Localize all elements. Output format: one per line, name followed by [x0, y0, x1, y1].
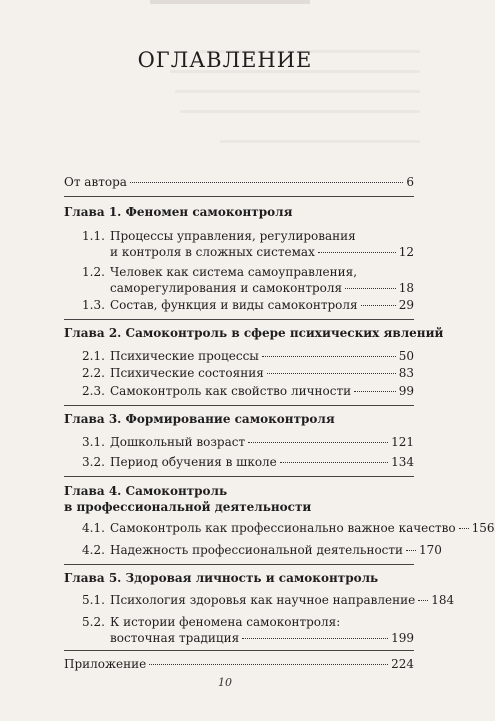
leader-dots — [354, 391, 396, 392]
page-number: 83 — [398, 366, 414, 380]
chapter-heading[interactable]: Глава 3. Формирование самоконтроля — [64, 412, 335, 426]
page-number: 184 — [431, 593, 455, 607]
leader-dots — [361, 305, 396, 306]
toc-entry[interactable] — [82, 592, 455, 608]
entry-label-cont: восточная традиция — [110, 631, 240, 645]
divider — [64, 650, 414, 651]
toc-entry[interactable] — [82, 348, 414, 364]
page-number: 121 — [391, 435, 414, 449]
divider — [64, 319, 414, 320]
running-header — [150, 0, 310, 4]
toc-entry-from-author[interactable] — [64, 174, 414, 190]
leader-dots — [149, 664, 388, 665]
entry-label: Человек как система самоуправления, — [110, 265, 358, 279]
entry-label-cont: и контроля в сложных системах — [110, 245, 315, 259]
page-folio: 10 — [218, 676, 232, 689]
leader-dots — [262, 356, 396, 357]
page-title: ОГЛАВЛЕНИЕ — [137, 48, 313, 72]
leader-dots — [248, 442, 388, 443]
leader-dots — [130, 182, 403, 183]
toc-entry[interactable] — [82, 365, 414, 381]
page-number: 50 — [398, 349, 414, 363]
section-number: 5.2. — [82, 615, 105, 629]
divider — [64, 564, 414, 565]
toc-entry[interactable] — [82, 434, 414, 450]
entry-label: Психические состояния — [110, 366, 264, 380]
entry-label: Самоконтроль как профессионально важное качество — [110, 521, 456, 535]
section-number: 4.1. — [82, 521, 105, 535]
entry-label: К истории феномена самоконтроля: — [110, 615, 341, 629]
entry-label: От автора — [64, 175, 127, 189]
entry-label: Психология здоровья как научное направление — [110, 593, 416, 607]
leader-dots — [318, 252, 396, 253]
page-number: 156 — [471, 521, 495, 535]
leader-dots — [267, 373, 396, 374]
leader-dots — [459, 528, 469, 529]
leader-dots — [418, 600, 428, 601]
leader-dots — [280, 462, 388, 463]
page-number: 170 — [419, 543, 442, 557]
entry-label: Приложение — [64, 657, 147, 671]
leader-dots — [406, 550, 416, 551]
toc-entry[interactable] — [82, 454, 414, 470]
page-number: 18 — [398, 281, 414, 295]
section-number: 4.2. — [82, 543, 105, 557]
entry-label: Период обучения в школе — [110, 455, 277, 469]
entry-label: Дошкольный возраст — [110, 435, 246, 449]
page-number: 12 — [398, 245, 414, 259]
toc-entry[interactable] — [82, 297, 414, 313]
leader-dots — [242, 638, 388, 639]
toc-entry[interactable] — [82, 264, 414, 296]
divider — [64, 196, 414, 197]
chapter-heading-cont[interactable]: в профессиональной деятельности — [64, 500, 312, 514]
section-number: 1.3. — [82, 298, 105, 312]
chapter-heading[interactable]: Глава 4. Самоконтроль — [64, 484, 228, 498]
divider — [64, 476, 414, 477]
entry-label: Надежность профессиональной деятельности — [110, 543, 404, 557]
divider — [64, 405, 414, 406]
toc-entry[interactable] — [82, 614, 414, 646]
page-number: 134 — [391, 455, 414, 469]
section-number: 5.1. — [82, 593, 105, 607]
toc-entry[interactable] — [82, 383, 414, 399]
chapter-heading[interactable]: Глава 5. Здоровая личность и самоконтроль — [64, 571, 379, 585]
toc-entry[interactable] — [82, 542, 442, 558]
leader-dots — [345, 288, 396, 289]
entry-label: Самоконтроль как свойство личности — [110, 384, 352, 398]
section-number: 3.2. — [82, 455, 105, 469]
page-number: 224 — [391, 657, 414, 671]
page-number: 99 — [398, 384, 414, 398]
section-number: 3.1. — [82, 435, 105, 449]
chapter-heading[interactable]: Глава 2. Самоконтроль в сфере психических явлений — [64, 326, 444, 340]
section-number: 2.3. — [82, 384, 105, 398]
page-number: 29 — [398, 298, 414, 312]
entry-label-cont: саморегулирования и самоконтроля — [110, 281, 343, 295]
page-number: 199 — [391, 631, 414, 645]
section-number: 1.1. — [82, 229, 105, 243]
entry-label: Состав, функция и виды самоконтроля — [110, 298, 358, 312]
chapter-heading[interactable]: Глава 1. Феномен самоконтроля — [64, 205, 293, 219]
entry-label: Процессы управления, регулирования — [110, 229, 356, 243]
toc-entry[interactable] — [82, 520, 495, 536]
section-number: 2.1. — [82, 349, 105, 363]
toc-entry[interactable] — [82, 228, 414, 260]
page-number: 6 — [406, 175, 414, 189]
toc-entry-appendix[interactable] — [64, 656, 414, 672]
section-number: 1.2. — [82, 265, 105, 279]
section-number: 2.2. — [82, 366, 105, 380]
entry-label: Психические процессы — [110, 349, 259, 363]
